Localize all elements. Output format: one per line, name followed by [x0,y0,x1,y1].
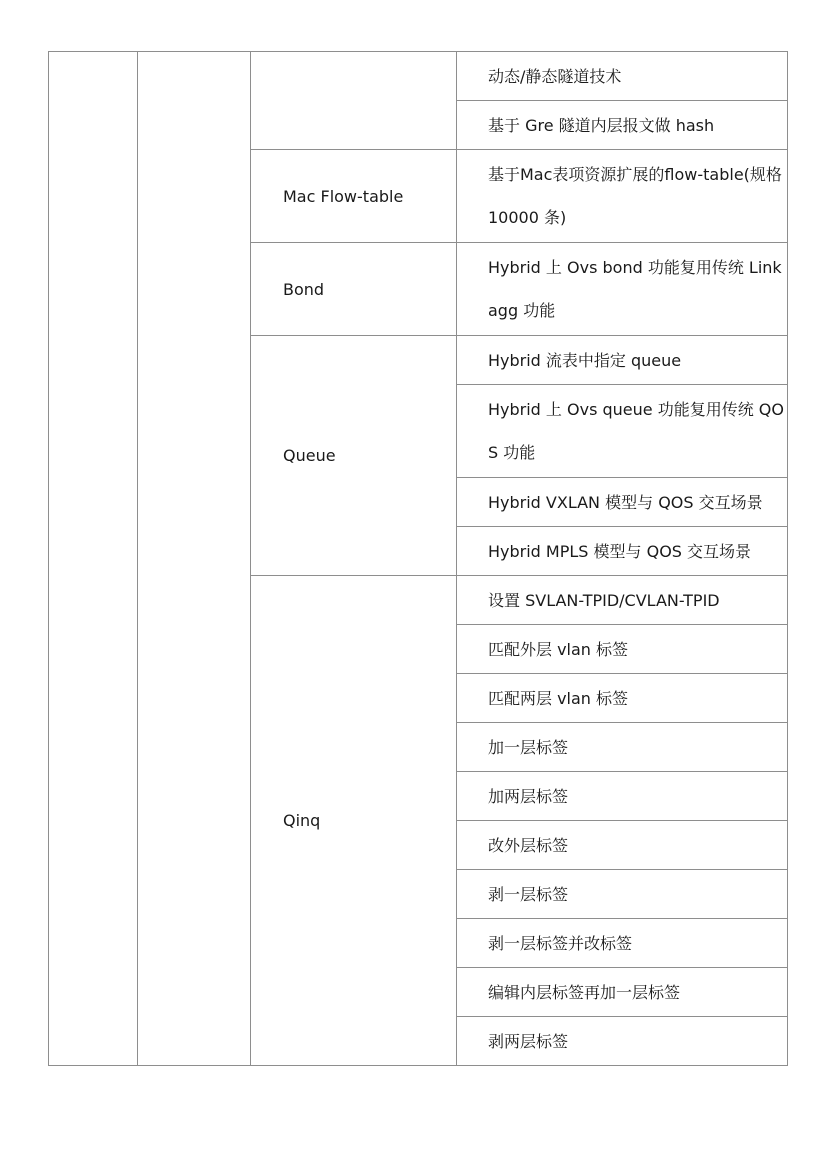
item-cell: 设置 SVLAN-TPID/CVLAN-TPID [457,576,788,625]
item-cell: 匹配两层 vlan 标签 [457,674,788,723]
category-cell-empty [49,52,138,1066]
item-cell: Hybrid MPLS 模型与 QOS 交互场景 [457,527,788,576]
item-cell: Hybrid 流表中指定 queue [457,336,788,385]
item-cell: Hybrid 上 Ovs bond 功能复用传统 Linkagg 功能 [457,243,788,336]
subcategory-cell-empty [138,52,251,1066]
feature-spec-table [48,51,788,1066]
item-cell: Hybrid VXLAN 模型与 QOS 交互场景 [457,478,788,527]
feature-cell-bond: Bond [251,243,457,336]
item-cell: 匹配外层 vlan 标签 [457,625,788,674]
item-cell: 剥一层标签并改标签 [457,919,788,968]
feature-cell-queue: Queue [251,336,457,576]
item-cell: 基于Mac表项资源扩展的flow-table(规格 10000 条) [457,150,788,243]
item-cell: 基于 Gre 隧道内层报文做 hash [457,101,788,150]
feature-cell-tunnel [251,52,457,150]
item-cell: 改外层标签 [457,821,788,870]
feature-cell-mac-flow-table: Mac Flow-table [251,150,457,243]
feature-cell-qinq: Qinq [251,576,457,1066]
table-row [49,52,788,101]
item-cell: 动态/静态隧道技术 [457,52,788,101]
item-cell: 加两层标签 [457,772,788,821]
item-cell: 剥两层标签 [457,1017,788,1066]
item-cell: 剥一层标签 [457,870,788,919]
item-cell: 加一层标签 [457,723,788,772]
item-cell: Hybrid 上 Ovs queue 功能复用传统 QOS 功能 [457,385,788,478]
item-cell: 编辑内层标签再加一层标签 [457,968,788,1017]
